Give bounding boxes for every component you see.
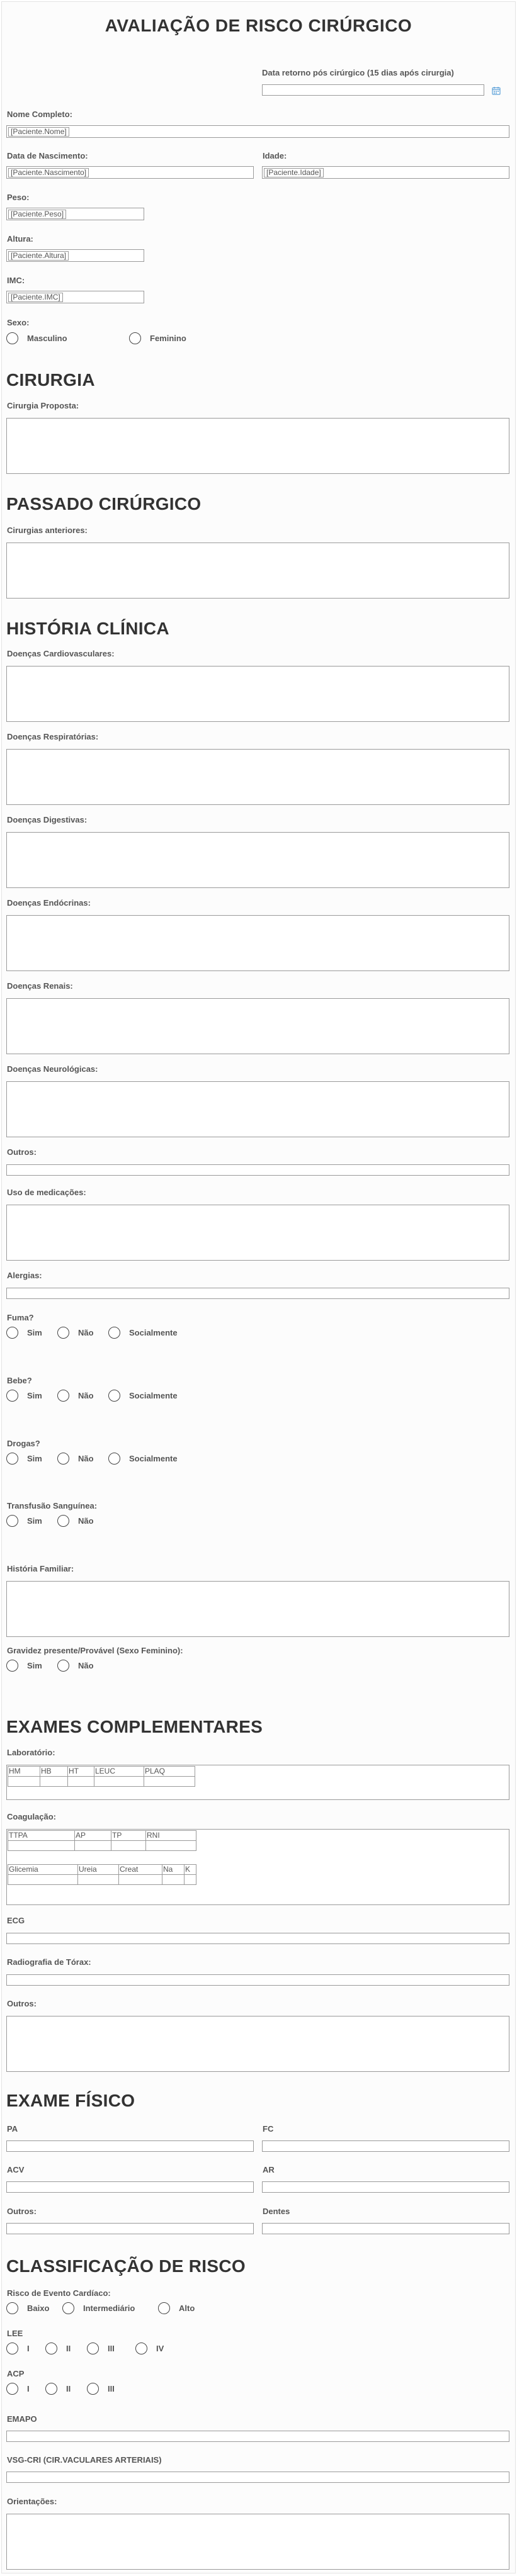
- coag-col-tp: TP: [111, 1831, 146, 1841]
- bio-table: [8, 1864, 196, 1885]
- sexo-option-feminino[interactable]: Feminino: [129, 332, 186, 344]
- idade-label: Idade:: [263, 151, 287, 160]
- nascimento-field[interactable]: [6, 166, 254, 179]
- coag-table: [8, 1830, 196, 1851]
- alergias-input[interactable]: [6, 1288, 509, 1299]
- dig-label: Doenças Digestivas:: [7, 815, 88, 824]
- gravidez-option-nao[interactable]: Não: [57, 1660, 94, 1672]
- nome-value: [Paciente.Nome]: [8, 127, 69, 137]
- fuma-label: Fuma?: [7, 1313, 34, 1322]
- imc-label: IMC:: [7, 276, 25, 285]
- radio-lee-iv[interactable]: [135, 2343, 147, 2354]
- lee-label: LEE: [7, 2329, 23, 2338]
- bio-cell-creat[interactable]: [119, 1875, 162, 1885]
- altura-value: [Paciente.Altura]: [8, 251, 69, 261]
- retorno-date-input[interactable]: [262, 84, 484, 96]
- radio-fuma-socialmente[interactable]: [108, 1327, 120, 1339]
- coagulacao-label: Coagulação:: [7, 1812, 57, 1821]
- laboratorio-label: Laboratório:: [7, 1748, 55, 1757]
- evento-label: Risco de Evento Cardíaco:: [7, 2288, 111, 2298]
- lab-header-row: [8, 1767, 195, 1777]
- passado-heading: PASSADO CIRÚRGICO: [6, 494, 202, 514]
- bio-cell-k[interactable]: [185, 1875, 196, 1885]
- drogas-option-socialmente[interactable]: Socialmente: [108, 1453, 178, 1465]
- fc-label: FC: [263, 2124, 274, 2134]
- cardio-label: Doenças Cardiovasculares:: [7, 649, 115, 658]
- bio-cell-glicemia[interactable]: [8, 1875, 78, 1885]
- lab-cell-leuc[interactable]: [94, 1777, 144, 1787]
- bebe-label: Bebe?: [7, 1376, 32, 1385]
- lab-col-ht: HT: [68, 1767, 94, 1777]
- outros-input[interactable]: [6, 1164, 509, 1176]
- radio-evento-alto[interactable]: [158, 2302, 170, 2314]
- bio-header-row: [8, 1865, 196, 1875]
- familiar-textarea[interactable]: [6, 1581, 509, 1637]
- coag-col-rni: RNI: [146, 1831, 196, 1841]
- lab-cell-hb[interactable]: [40, 1777, 68, 1787]
- coag-col-ttpa: TTPA: [8, 1831, 75, 1841]
- bio-col-k: K: [185, 1865, 196, 1875]
- radio-transfusao-nao[interactable]: [57, 1515, 69, 1527]
- retorno-label: Data retorno pós cirúrgico (15 dias após cirurgia): [262, 68, 454, 77]
- radio-masculino[interactable]: [6, 332, 18, 344]
- radio-evento-baixo[interactable]: [6, 2302, 18, 2314]
- evento-option-alto[interactable]: Alto: [158, 2302, 195, 2314]
- coag-header-row: [8, 1831, 196, 1841]
- calendar-icon: [492, 86, 501, 95]
- acv-label: ACV: [7, 2165, 25, 2174]
- radio-gravidez-sim[interactable]: [6, 1660, 18, 1672]
- dentes-label: Dentes: [263, 2207, 290, 2216]
- radio-acp-ii[interactable]: [45, 2383, 57, 2395]
- lee-option-i[interactable]: I: [6, 2343, 30, 2354]
- ecg-input[interactable]: [6, 1933, 509, 1944]
- radio-fuma-nao[interactable]: [57, 1327, 69, 1339]
- radio-transfusao-sim[interactable]: [6, 1515, 18, 1527]
- gravidez-option-sim[interactable]: Sim: [6, 1660, 42, 1672]
- drogas-option-nao[interactable]: Não: [57, 1453, 94, 1465]
- nascimento-label: Data de Nascimento:: [7, 151, 88, 160]
- calendar-button[interactable]: [486, 84, 506, 98]
- exames-outros-label: Outros:: [7, 1999, 37, 2008]
- cirurgia-proposta-label: Cirurgia Proposta:: [7, 401, 79, 410]
- coag-col-ap: AP: [75, 1831, 111, 1841]
- imc-field[interactable]: [6, 291, 144, 303]
- peso-label: Peso:: [7, 193, 30, 202]
- bio-col-ureia: Ureia: [78, 1865, 119, 1875]
- fc-input[interactable]: [262, 2140, 509, 2152]
- bebe-option-nao[interactable]: Não: [57, 1390, 94, 1402]
- resp-textarea[interactable]: [6, 749, 509, 805]
- exames-heading: EXAMES COMPLEMENTARES: [6, 1717, 263, 1736]
- vsg-label: VSG-CRI (CIR.VACULARES ARTERIAIS): [7, 2455, 162, 2465]
- coag-cell-ap[interactable]: [75, 1841, 111, 1851]
- coag-cell-ttpa[interactable]: [8, 1841, 75, 1851]
- radio-fuma-sim[interactable]: [6, 1327, 18, 1339]
- lab-col-hb: HB: [40, 1767, 68, 1777]
- coag-cell-tp[interactable]: [111, 1841, 146, 1851]
- rx-input[interactable]: [6, 1974, 509, 1986]
- medicacoes-textarea[interactable]: [6, 1205, 509, 1261]
- radio-drogas-nao[interactable]: [57, 1453, 69, 1465]
- bebe-option-sim[interactable]: Sim: [6, 1390, 42, 1402]
- bio-col-creat: Creat: [119, 1865, 162, 1875]
- orientacoes-label: Orientações:: [7, 2497, 57, 2506]
- medicacoes-label: Uso de medicações:: [7, 1188, 86, 1197]
- radio-bebe-sim[interactable]: [6, 1390, 18, 1402]
- cardio-textarea[interactable]: [6, 666, 509, 722]
- acp-option-ii[interactable]: II: [45, 2383, 71, 2395]
- coag-value-row: [8, 1841, 196, 1851]
- lab-table: [8, 1766, 195, 1787]
- acv-input[interactable]: [6, 2181, 254, 2193]
- transfusao-label: Transfusão Sanguínea:: [7, 1501, 98, 1510]
- radio-drogas-socialmente[interactable]: [108, 1453, 120, 1465]
- sexo-option-masculino[interactable]: Masculino: [6, 332, 67, 344]
- lee-option-ii[interactable]: II: [45, 2343, 71, 2354]
- emapo-input[interactable]: [6, 2431, 509, 2442]
- exames-outros-textarea[interactable]: [6, 2016, 509, 2072]
- radio-evento-intermediario[interactable]: [62, 2302, 74, 2314]
- drogas-label: Drogas?: [7, 1439, 40, 1448]
- lab-cell-ht[interactable]: [68, 1777, 94, 1787]
- imc-value: [Paciente.IMC]: [8, 293, 63, 302]
- orientacoes-textarea[interactable]: [6, 2514, 509, 2570]
- drogas-option-sim[interactable]: Sim: [6, 1453, 42, 1465]
- lee-option-iv[interactable]: IV: [135, 2343, 164, 2354]
- peso-value: [Paciente.Peso]: [8, 210, 66, 219]
- dig-textarea[interactable]: [6, 832, 509, 888]
- acp-option-i[interactable]: I: [6, 2383, 30, 2395]
- rx-label: Radiografia de Tórax:: [7, 1957, 91, 1967]
- laboratorio-box[interactable]: [6, 1765, 509, 1800]
- sexo-label: Sexo:: [7, 318, 30, 327]
- page-title: AVALIAÇÃO DE RISCO CIRÚRGICO: [105, 16, 412, 35]
- lab-col-hm: HM: [8, 1767, 40, 1777]
- renais-textarea[interactable]: [6, 998, 509, 1054]
- ar-label: AR: [263, 2165, 275, 2174]
- endo-label: Doenças Endócrinas:: [7, 898, 91, 908]
- altura-field[interactable]: [6, 249, 144, 262]
- radio-lee-i[interactable]: [6, 2343, 18, 2354]
- bebe-option-socialmente[interactable]: Socialmente: [108, 1390, 178, 1402]
- fuma-option-socialmente[interactable]: Socialmente: [108, 1327, 178, 1339]
- lab-col-plaq: PLAQ: [144, 1767, 195, 1777]
- radio-acp-iii[interactable]: [87, 2383, 99, 2395]
- cirurgia-proposta-textarea[interactable]: [6, 418, 509, 474]
- radio-bebe-socialmente[interactable]: [108, 1390, 120, 1402]
- bio-cell-ureia[interactable]: [78, 1875, 119, 1885]
- bio-col-na: Na: [162, 1865, 185, 1875]
- evento-option-baixo[interactable]: Baixo: [6, 2302, 49, 2314]
- idade-field[interactable]: [262, 166, 509, 179]
- peso-field[interactable]: [6, 208, 144, 220]
- radio-drogas-sim[interactable]: [6, 1453, 18, 1465]
- bio-value-row: [8, 1875, 196, 1885]
- ar-input[interactable]: [262, 2181, 509, 2193]
- coagulacao-box[interactable]: [6, 1829, 509, 1905]
- idade-value: [Paciente.Idade]: [264, 168, 324, 177]
- historia-heading: HISTÓRIA CLÍNICA: [6, 619, 169, 638]
- nome-label: Nome Completo:: [7, 110, 72, 119]
- neuro-label: Doenças Neurológicas:: [7, 1064, 98, 1074]
- bio-cell-na[interactable]: [162, 1875, 185, 1885]
- fisico-heading: EXAME FÍSICO: [6, 2091, 135, 2110]
- fisico-outros-label: Outros:: [7, 2207, 37, 2216]
- cirurgias-anteriores-label: Cirurgias anteriores:: [7, 526, 88, 535]
- emapo-label: EMAPO: [7, 2414, 37, 2424]
- ecg-label: ECG: [7, 1916, 25, 1925]
- evento-option-intermediario[interactable]: Intermediário: [62, 2302, 135, 2314]
- lee-option-iii[interactable]: III: [87, 2343, 115, 2354]
- radio-lee-ii[interactable]: [45, 2343, 57, 2354]
- nome-field[interactable]: [6, 125, 509, 138]
- lab-cell-hm[interactable]: [8, 1777, 40, 1787]
- radio-bebe-nao[interactable]: [57, 1390, 69, 1402]
- lab-col-leuc: LEUC: [94, 1767, 144, 1777]
- neuro-textarea[interactable]: [6, 1081, 509, 1137]
- lab-cell-plaq[interactable]: [144, 1777, 195, 1787]
- cirurgia-heading: CIRURGIA: [6, 370, 95, 390]
- fuma-option-nao[interactable]: Não: [57, 1327, 94, 1339]
- alergias-label: Alergias:: [7, 1271, 42, 1280]
- coag-cell-rni[interactable]: [146, 1841, 196, 1851]
- classif-heading: CLASSIFICAÇÃO DE RISCO: [6, 2256, 246, 2276]
- transfusao-option-sim[interactable]: Sim: [6, 1515, 42, 1527]
- fuma-option-sim[interactable]: Sim: [6, 1327, 42, 1339]
- resp-label: Doenças Respiratórias:: [7, 732, 99, 741]
- acp-option-iii[interactable]: III: [87, 2383, 115, 2395]
- radio-acp-i[interactable]: [6, 2383, 18, 2395]
- outros-label: Outros:: [7, 1147, 37, 1157]
- altura-label: Altura:: [7, 234, 33, 244]
- radio-gravidez-nao[interactable]: [57, 1660, 69, 1672]
- lab-value-row: [8, 1777, 195, 1787]
- radio-feminino[interactable]: [129, 332, 141, 344]
- vsg-input[interactable]: [6, 2472, 509, 2483]
- endo-textarea[interactable]: [6, 915, 509, 971]
- gravidez-label: Gravidez presente/Provável (Sexo Feminino):: [7, 1646, 183, 1655]
- cirurgias-anteriores-textarea[interactable]: [6, 543, 509, 599]
- renais-label: Doenças Renais:: [7, 981, 73, 991]
- pa-label: PA: [7, 2124, 18, 2134]
- familiar-label: História Familiar:: [7, 1564, 74, 1573]
- form-page: [1, 1, 516, 2573]
- bio-col-glicemia: Glicemia: [8, 1865, 78, 1875]
- pa-input[interactable]: [6, 2140, 254, 2152]
- transfusao-option-nao[interactable]: Não: [57, 1515, 94, 1527]
- nascimento-value: [Paciente.Nascimento]: [8, 168, 89, 177]
- fisico-outros-input[interactable]: [6, 2223, 254, 2234]
- radio-lee-iii[interactable]: [87, 2343, 99, 2354]
- dentes-input[interactable]: [262, 2223, 509, 2234]
- acp-label: ACP: [7, 2369, 25, 2378]
